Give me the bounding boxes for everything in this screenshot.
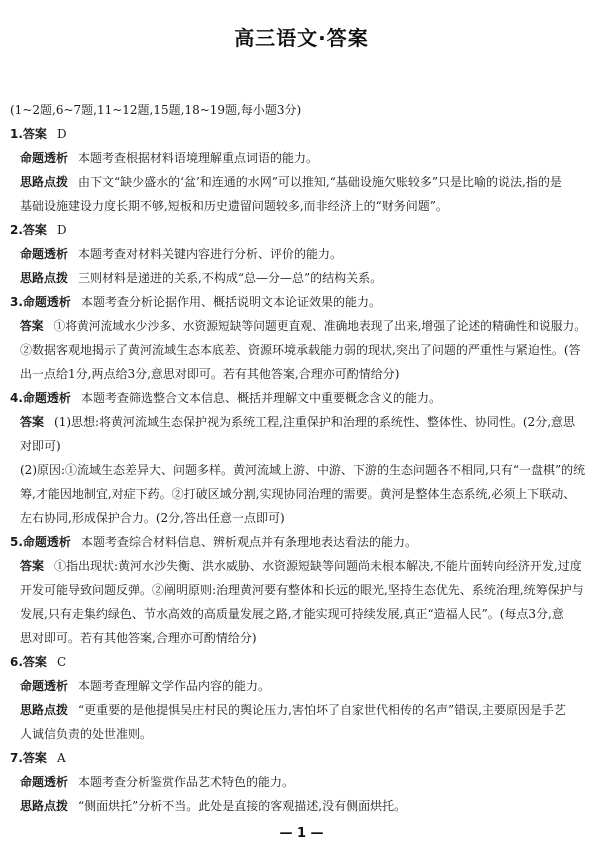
page-title: 高三语文·答案 — [234, 26, 369, 50]
q7-proposition-label: 命题透析 — [20, 775, 69, 789]
q4-answer-text-2: 对即可) — [20, 439, 61, 453]
q1-proposition — [10, 146, 595, 170]
q4-answer-text-1: (1)思想:将黄河流域生态保护视为系统工程,注重保护和治理的系统性、整体性、协同性。(2分,意思 — [54, 415, 576, 429]
q4-number: 4. — [10, 391, 23, 405]
q1-proposition-label: 命题透析 — [20, 151, 69, 165]
q1-number: 1. — [10, 127, 23, 141]
q5-proposition — [10, 530, 595, 554]
q3-proposition-text: 本题考查分析论据作用、概括说明文本论证效果的能力。 — [80, 295, 381, 309]
q1-answer-line — [10, 122, 595, 146]
q5-answer — [10, 554, 595, 578]
q1-answer-label: 答案 — [22, 127, 47, 141]
q5-answer-label: 答案 — [20, 559, 45, 573]
q4-proposition — [10, 386, 595, 410]
q3-proposition — [10, 290, 595, 314]
q7-answer-value: A — [56, 751, 66, 765]
q3-answer-text-3: 出一点给1分,两点给3分,意思对即可。若有其他答案,合理亦可酌情给分) — [20, 367, 400, 381]
q3-answer-label: 答案 — [20, 319, 44, 333]
q7-hint-text: “侧面烘托”分析不当。此处是直接的客观描述,没有侧面烘托。 — [78, 799, 407, 813]
q7-hint — [10, 794, 595, 818]
q5-proposition-text: 本题考查综合材料信息、辨析观点并有条理地表达看法的能力。 — [80, 535, 417, 549]
q2-hint-label: 思路点拨 — [20, 271, 69, 285]
q2-proposition-text: 本题考查对材料关键内容进行分析、评价的能力。 — [78, 247, 343, 261]
q5-number: 5. — [10, 535, 23, 549]
q1-answer-value: D — [56, 127, 67, 141]
q3-proposition-label: 命题透析 — [22, 295, 71, 309]
header-note: (1~2题,6~7题,11~12题,15题,18~19题,每小题3分) — [10, 103, 302, 117]
q7-proposition — [10, 770, 595, 794]
q4-proposition-text: 本题考查筛选整合文本信息、概括并理解文中重要概念含义的能力。 — [80, 391, 441, 405]
q2-answer-label: 答案 — [22, 223, 47, 237]
q6-hint-text-1: “更重要的是他提惧吴庄村民的舆论压力,害怕坏了自家世代相传的名声”错误,主要原因是手艺 — [78, 703, 566, 717]
q6-proposition-label: 命题透析 — [20, 679, 69, 693]
q6-proposition-text: 本题考查理解文学作品内容的能力。 — [78, 679, 271, 693]
page-number: — 1 — — [279, 826, 324, 841]
q4-answer-text-5: 左右协同,形成保护合力。(2分,答出任意一点即可) — [20, 511, 285, 525]
q2-hint — [10, 266, 595, 290]
q7-answer-line — [10, 746, 595, 770]
q7-answer-label: 答案 — [22, 751, 47, 765]
q5-proposition-label: 命题透析 — [22, 535, 71, 549]
q6-proposition — [10, 674, 595, 698]
q2-number: 2. — [10, 223, 23, 237]
q4-answer-text-3: (2)原因:①流域生态差异大、问题多样。黄河流域上游、中游、下游的生态问题各不相同,只有“一盘棋”的统 — [20, 463, 586, 477]
q5-answer-text-3: 发展,只有走集约绿色、节水高效的高质量发展之路,才能实现可持续发展,真正“造福人民”。(每点3分,意 — [20, 607, 564, 621]
q1-hint-label: 思路点拨 — [20, 175, 69, 189]
q2-answer-line — [10, 218, 595, 242]
q7-number: 7. — [10, 751, 23, 765]
q4-proposition-label: 命题透析 — [22, 391, 71, 405]
q6-answer-label: 答案 — [22, 655, 47, 669]
answer-content — [10, 98, 595, 818]
q6-hint — [10, 698, 595, 722]
q2-proposition-label: 命题透析 — [20, 247, 69, 261]
q2-hint-text: 三则材料是递进的关系,不构成“总—分—总”的结构关系。 — [78, 271, 383, 285]
q6-answer-value: C — [56, 655, 67, 669]
q6-hint-label: 思路点拨 — [20, 703, 69, 717]
q4-answer-label: 答案 — [20, 415, 45, 429]
q5-answer-text-1: ①指出现状:黄河水沙失衡、洪水威胁、水资源短缺等问题尚未根本解决,不能片面转向经济开发,过度 — [54, 559, 582, 573]
q6-number: 6. — [10, 655, 23, 669]
q3-number: 3. — [10, 295, 23, 309]
q2-proposition — [10, 242, 595, 266]
q1-hint-text-2: 基础设施建设力度长期不够,短板和历史遗留问题较多,而非经济上的“财务问题”。 — [20, 199, 448, 213]
q1-hint-text-1: 由下文“缺少盛水的‘盆’和连通的水网”可以推知,“基础设施欠账较多”只是比喻的说法,指的是 — [78, 175, 562, 189]
q6-hint-text-2: 人诚信负责的处世准则。 — [20, 727, 153, 741]
q1-hint — [10, 170, 595, 194]
q3-answer-text-1: ①将黄河流域水少沙多、水资源短缺等问题更直观、准确地表现了出来,增强了论述的精确性和说服力。 — [53, 319, 586, 333]
q7-hint-label: 思路点拨 — [20, 799, 69, 813]
q4-answer-text-4: 筹,才能因地制宜,对症下药。②打破区域分割,实现协同治理的需要。黄河是整体生态系统,必须上下联动、 — [20, 487, 576, 501]
q3-answer-text-2: ②数据客观地揭示了黄河流域生态本底差、资源环境承载能力弱的现状,突出了问题的严重性与紧迫性。(答 — [20, 343, 581, 357]
q4-answer — [10, 410, 595, 434]
q7-proposition-text: 本题考查分析鉴赏作品艺术特色的能力。 — [78, 775, 295, 789]
q6-answer-line — [10, 650, 595, 674]
q2-answer-value: D — [56, 223, 67, 237]
q1-proposition-text: 本题考查根据材料语境理解重点词语的能力。 — [78, 151, 319, 165]
q5-answer-text-4: 思对即可。若有其他答案,合理亦可酌情给分) — [20, 631, 257, 645]
q3-answer — [10, 314, 595, 338]
q5-answer-text-2: 开发可能导致问题反弹。②阐明原则:治理黄河要有整体和长远的眼光,坚持生态优先、系统治理,统筹保护与 — [20, 583, 584, 597]
